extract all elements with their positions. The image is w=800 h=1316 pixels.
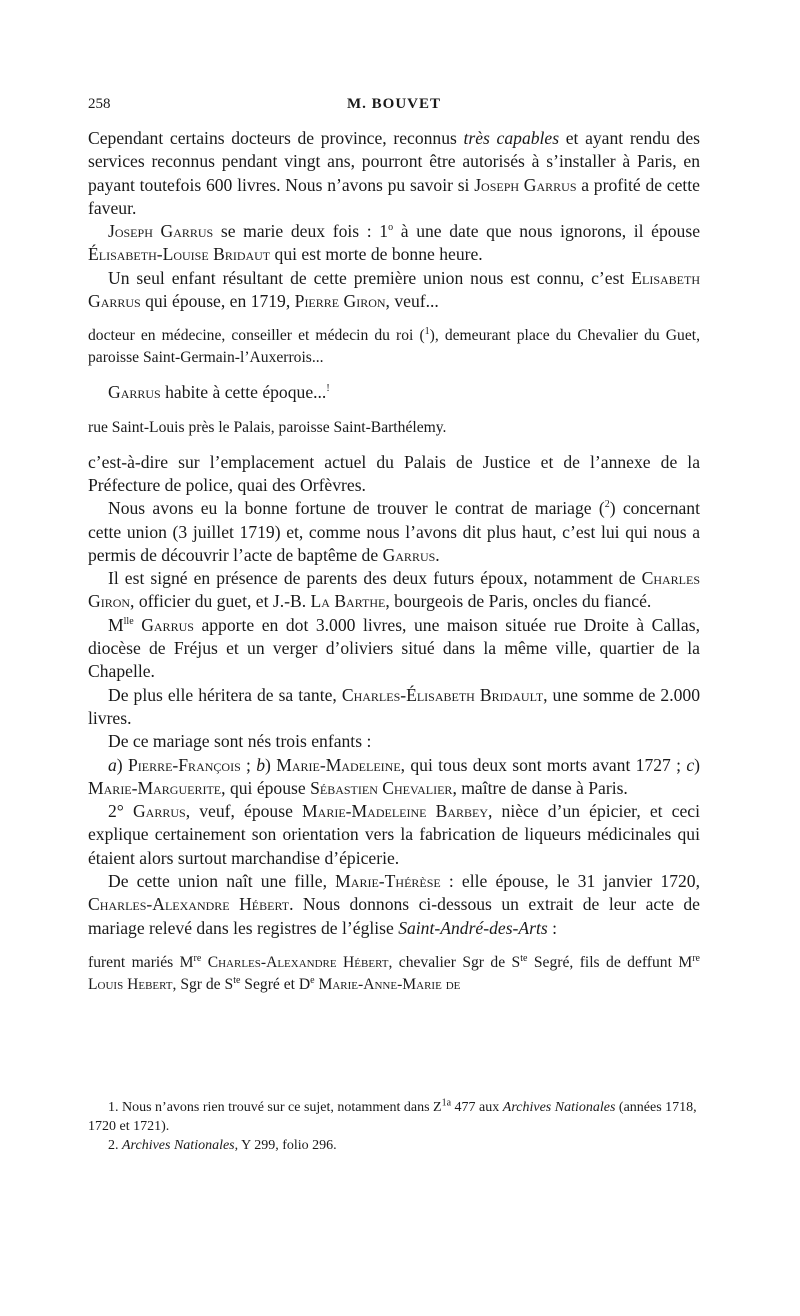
italic-text: Archives Nationales: [502, 1100, 616, 1115]
footnotes: [88, 1098, 700, 1155]
text-run: 477 aux: [451, 1100, 503, 1115]
text-run: M: [108, 614, 124, 635]
spacer: [88, 940, 700, 952]
text-run: ) concernant cette union (3 juillet 1719) et, comme nous l’avons dit plus haut, c’est lui qui nous a permis de découvrir l’acte de baptême de: [88, 498, 700, 565]
text-run: ): [265, 754, 277, 775]
superscript: te: [520, 952, 528, 964]
text-run: 1. Nous n’avons rien trouvé sur ce sujet, notamment dans Z: [108, 1100, 442, 1115]
page-number: 258: [88, 96, 111, 112]
paragraph: [88, 451, 700, 498]
superscript: 1a: [441, 1097, 452, 1109]
name-small-caps: Louis Hebert: [88, 975, 173, 993]
text-run: .: [435, 544, 440, 565]
text-run: , qui tous deux sont morts avant 1727 ;: [400, 754, 687, 775]
paragraph: [88, 381, 700, 404]
text-run: et ayant rendu des services reconnus pendant vingt ans, pourront être autorisés à s’installer à Paris, en payant toutefois 600 livres. Nous n’avons pu savoir si: [88, 128, 700, 195]
text-run: ): [116, 754, 128, 775]
superscript: e: [310, 974, 315, 986]
italic-text: Saint-André-des-Arts: [398, 917, 548, 938]
text-run: , Sgr de S: [172, 975, 234, 993]
spacer: [88, 313, 700, 325]
text-run: c’est-à-dire sur l’emplacement actuel du Palais de Justice et de l’annexe de la Préfecture de police, quai des Orfèvres.: [88, 451, 700, 495]
superscript: o: [388, 222, 394, 234]
paragraph: [88, 220, 700, 267]
name-small-caps: Marie-Madeleine: [276, 754, 401, 775]
name-small-caps: Marie-Thérèse: [335, 871, 441, 892]
paragraph: [88, 730, 700, 753]
text-run: Un seul enfant résultant de cette première union nous est connu, c’est: [108, 267, 632, 288]
text-run: 2°: [108, 801, 133, 822]
text-run: , qui épouse: [221, 777, 311, 798]
text-run: docteur en médecine, conseiller et médecin du roi (: [88, 327, 425, 345]
text-run: apporte en dot 3.000 livres, une maison située rue Droite à Callas, diocèse de Fréjus et un verger d’oliviers situé dans la même ville, quartier de la Chapelle.: [88, 614, 700, 682]
name-small-caps: Pierre Giron: [294, 291, 386, 312]
spacer: [88, 405, 700, 417]
text-run: , Y 299, folio 296.: [234, 1138, 337, 1153]
superscript: re: [193, 952, 202, 964]
name-small-caps: Garrus: [141, 614, 194, 635]
text-run: , une somme de 2.000 livres.: [88, 684, 700, 728]
quoted-extract: [88, 325, 700, 369]
paragraph: [88, 800, 700, 870]
italic-text: a: [108, 754, 117, 775]
text-run: 2.: [108, 1138, 122, 1153]
text-run: à une date que nous ignorons, il épouse: [393, 221, 701, 242]
paragraph: [88, 497, 700, 567]
text-run: , veuf, épouse: [185, 801, 303, 822]
text-run: , bourgeois de Paris, oncles du fiancé.: [385, 591, 652, 612]
name-small-caps: Garrus: [108, 382, 161, 403]
text-run: De cette union naît une fille,: [108, 871, 336, 892]
paragraph: [88, 567, 700, 614]
name-small-caps: Charles-Alexandre Hébert: [88, 894, 290, 915]
text-run: qui épouse, en 1719,: [140, 291, 295, 312]
spacer: [88, 369, 700, 381]
name-small-caps: Sébastien Chevalier: [310, 777, 453, 798]
text-run: ;: [240, 754, 257, 775]
footnote: [88, 1098, 700, 1136]
running-head: M. BOUVET: [346, 96, 441, 112]
italic-text: Archives Nationales: [122, 1138, 235, 1153]
italic-text: b: [256, 754, 266, 775]
body-text: [88, 127, 700, 996]
superscript: te: [233, 974, 241, 986]
text-run: qui est morte de bonne heure.: [270, 244, 483, 265]
text-run: . Nous donnons ci-dessous un extrait de leur acte de mariage relevé dans les registres de l’église: [88, 894, 700, 938]
name-small-caps: Marie-Anne-Marie de: [318, 975, 461, 993]
text-run: furent mariés M: [88, 953, 194, 971]
text-run: : elle épouse, le 31 janvier 1720,: [440, 871, 700, 892]
text-run: :: [547, 917, 558, 938]
italic-text: c: [686, 754, 695, 775]
italic-text: très capables: [463, 128, 560, 148]
name-small-caps: Élisabeth-Louise Bridaut: [88, 244, 271, 265]
text-run: , veuf...: [385, 291, 439, 312]
text-run: a profité de cette faveur.: [88, 174, 700, 218]
spacer: [88, 439, 700, 451]
name-small-caps: Charles-Élisabeth Bridault: [341, 684, 544, 705]
name-small-caps: Pierre-François: [127, 754, 241, 775]
name-small-caps: Joseph Garrus: [474, 174, 577, 195]
superscript: 1: [424, 326, 430, 338]
text-run: , officier du guet, et J.-B.: [130, 591, 311, 612]
text-run: , chevalier Sgr de S: [388, 953, 521, 971]
paragraph: [88, 684, 700, 731]
name-small-caps: Charles-Alexandre Hébert: [207, 953, 389, 971]
superscript: 2: [604, 499, 610, 511]
text-run: (années 1718, 1720 et 1721).: [88, 1100, 697, 1134]
text-run: Segré et D: [240, 975, 311, 993]
name-small-caps: Joseph Garrus: [108, 221, 214, 242]
paragraph: [88, 754, 700, 801]
text-run: se marie deux fois : 1: [213, 221, 389, 242]
name-small-caps: Charles Giron: [88, 568, 700, 612]
text-run: De ce mariage sont nés trois enfants :: [108, 731, 372, 752]
quoted-extract: [88, 952, 700, 996]
superscript: re: [692, 952, 700, 964]
page-header: [88, 96, 700, 118]
text-run: Il est signé en présence de parents des deux futurs époux, notamment de: [108, 568, 642, 589]
text-run: ), demeurant place du Chevalier du Guet, paroisse Saint-Germain-l’Auxerrois...: [88, 327, 700, 367]
text-run: Nous avons eu la bonne fortune de trouver le contrat de mariage (: [108, 498, 605, 519]
name-small-caps: Garrus: [132, 801, 186, 822]
text-run: Cependant certains docteurs de province, reconnus: [88, 128, 464, 148]
text-run: rue Saint-Louis près le Palais, paroisse Saint-Barthélemy.: [88, 418, 447, 436]
name-small-caps: Marie-Madeleine Barbey: [302, 801, 489, 822]
name-small-caps: Marie-Marguerite: [88, 777, 222, 798]
superscript: !: [326, 383, 330, 395]
superscript: lle: [123, 615, 134, 627]
quoted-extract: [88, 417, 700, 439]
paragraph: [88, 870, 700, 940]
footnote: [88, 1136, 700, 1155]
name-small-caps: Garrus: [382, 544, 436, 565]
paragraph: [88, 127, 700, 220]
text-run: Segré, fils de deffunt M: [527, 953, 693, 971]
name-small-caps: Elisabeth Garrus: [88, 267, 700, 312]
text-run: De plus elle héritera de sa tante,: [108, 684, 342, 705]
paragraph: [88, 267, 700, 314]
text-run: , maître de danse à Paris.: [452, 777, 628, 798]
name-small-caps: La Barthe: [310, 591, 386, 612]
text-run: , nièce d’un épicier, et ceci explique certainement son orientation vers la fabrication de liqueurs médicinales qui étaient alors surtout marchandise d’épicerie.: [88, 801, 700, 868]
text-run: ): [694, 754, 701, 775]
text-run: habite à cette époque...: [160, 382, 327, 403]
paragraph: [88, 614, 700, 684]
